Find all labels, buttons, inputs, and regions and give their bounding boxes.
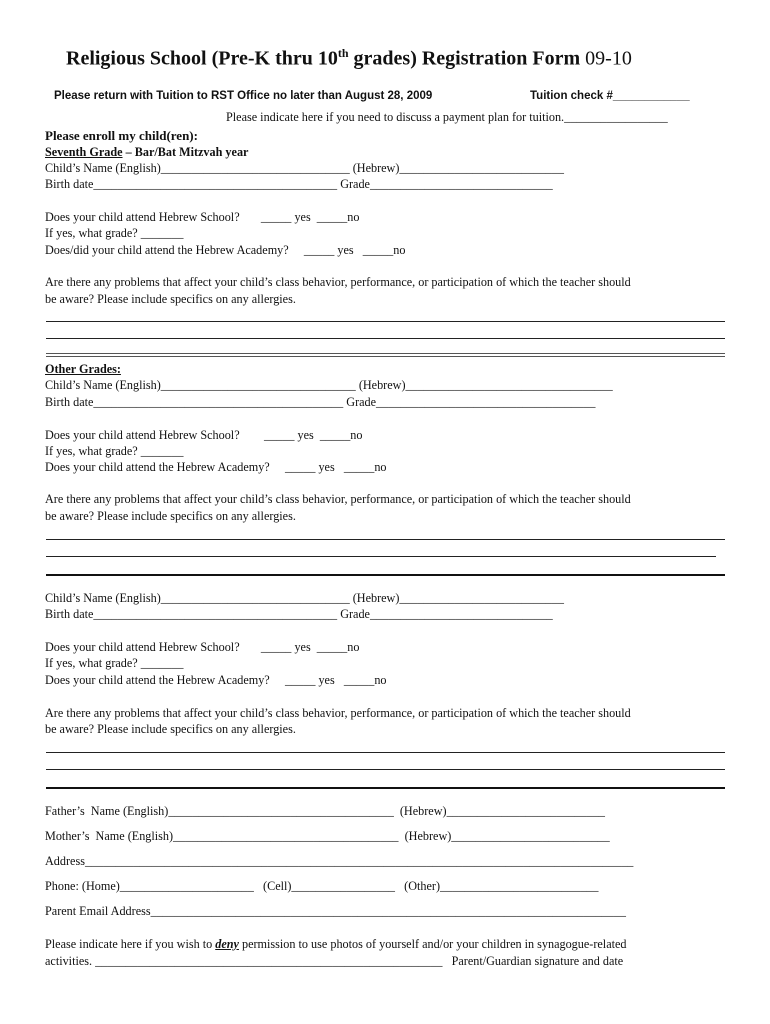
section-divider [46,356,725,357]
child3-answer-line[interactable] [46,769,725,770]
child3-problems-text: Are there any problems that affect your child’s class behavior, performance, or participation of which the teacher should [45,706,631,720]
child2-birth-field[interactable]: Birth date_________________________________________ Grade____________________________________ [45,395,596,409]
child3-problems-text-2: be aware? Please include specifics on any allergies. [45,722,296,736]
page-title [66,46,632,71]
child2-grade-field[interactable]: If yes, what grade? _______ [45,444,184,458]
child1-answer-line[interactable] [46,338,725,339]
payment-plan-field[interactable]: Please indicate here if you need to discuss a payment plan for tuition._________________ [226,110,668,124]
child3-answer-line[interactable] [46,752,725,753]
child1-academy-question[interactable]: Does/did your child attend the Hebrew Academy? _____ yes _____no [45,243,406,257]
other-grades-heading: Other Grades: [45,362,121,376]
child2-answer-line[interactable] [46,556,716,557]
return-notice: Please return with Tuition to RST Office no later than August 28, 2009 [54,90,433,102]
title-year: 09-10 [585,47,632,70]
seventh-grade-label: Seventh Grade [45,145,123,159]
child2-hebrew-school-question[interactable]: Does your child attend Hebrew School? _____ yes _____no [45,428,363,442]
tuition-check-field[interactable]: Tuition check #____________ [530,90,690,102]
child3-birth-field[interactable]: Birth date________________________________________ Grade______________________________ [45,607,553,621]
child1-grade-field[interactable]: If yes, what grade? _______ [45,226,184,240]
title-text-rest: grades) Registration Form [348,47,586,70]
enroll-heading: Please enroll my child(ren): [45,128,198,143]
phone-fields[interactable]: Phone: (Home)______________________ (Cell)_________________ (Other)__________________________ [45,879,599,893]
photo-text-before: Please indicate here if you wish to [45,937,216,951]
child3-academy-question[interactable]: Does your child attend the Hebrew Academy? _____ yes _____no [45,673,387,687]
child2-academy-question[interactable]: Does your child attend the Hebrew Academy? _____ yes _____no [45,460,387,474]
child1-answer-line[interactable] [46,321,725,322]
mother-name-field[interactable]: Mother’s Name (English)_____________________________________ (Hebrew)__________________________ [45,829,610,843]
signature-field[interactable]: activities. _________________________________________________________ Parent/Guardian signature and date [45,954,624,968]
seventh-grade-rest: – Bar/Bat Mitzvah year [122,145,249,159]
child1-hebrew-school-question[interactable]: Does your child attend Hebrew School? _____ yes _____no [45,210,360,224]
section-divider [46,574,725,576]
deny-emphasis: deny [215,937,239,951]
child3-hebrew-school-question[interactable]: Does your child attend Hebrew School? _____ yes _____no [45,640,360,654]
child3-name-field[interactable]: Child’s Name (English)_______________________________ (Hebrew)___________________________ [45,591,564,605]
child1-problems-text-2: be aware? Please include specifics on any allergies. [45,292,296,306]
child2-problems-text: Are there any problems that affect your child’s class behavior, performance, or participation of which the teacher should [45,492,631,506]
child1-name-field[interactable]: Child’s Name (English)_______________________________ (Hebrew)___________________________ [45,161,564,175]
photo-text-after: permission to use photos of yourself and/or your children in synagogue-related [238,937,627,951]
section-divider [46,787,725,789]
email-field[interactable]: Parent Email Address______________________________________________________________________________ [45,904,626,918]
title-superscript: th [337,46,349,60]
seventh-grade-heading [45,145,248,160]
address-field[interactable]: Address__________________________________________________________________________________________ [45,854,634,868]
section-divider [46,353,725,354]
title-text: Religious School (Pre-K thru 10 [66,47,338,70]
child2-name-field[interactable]: Child’s Name (English)________________________________ (Hebrew)__________________________________ [45,378,613,392]
child3-grade-field[interactable]: If yes, what grade? _______ [45,656,184,670]
child2-answer-line[interactable] [46,539,725,540]
child1-problems-text: Are there any problems that affect your child’s class behavior, performance, or participation of which the teacher should [45,275,631,289]
photo-permission-text [45,937,627,952]
child2-problems-text-2: be aware? Please include specifics on any allergies. [45,509,296,523]
father-name-field[interactable]: Father’s Name (English)_____________________________________ (Hebrew)__________________________ [45,804,606,818]
child1-birth-field[interactable]: Birth date________________________________________ Grade______________________________ [45,177,553,191]
